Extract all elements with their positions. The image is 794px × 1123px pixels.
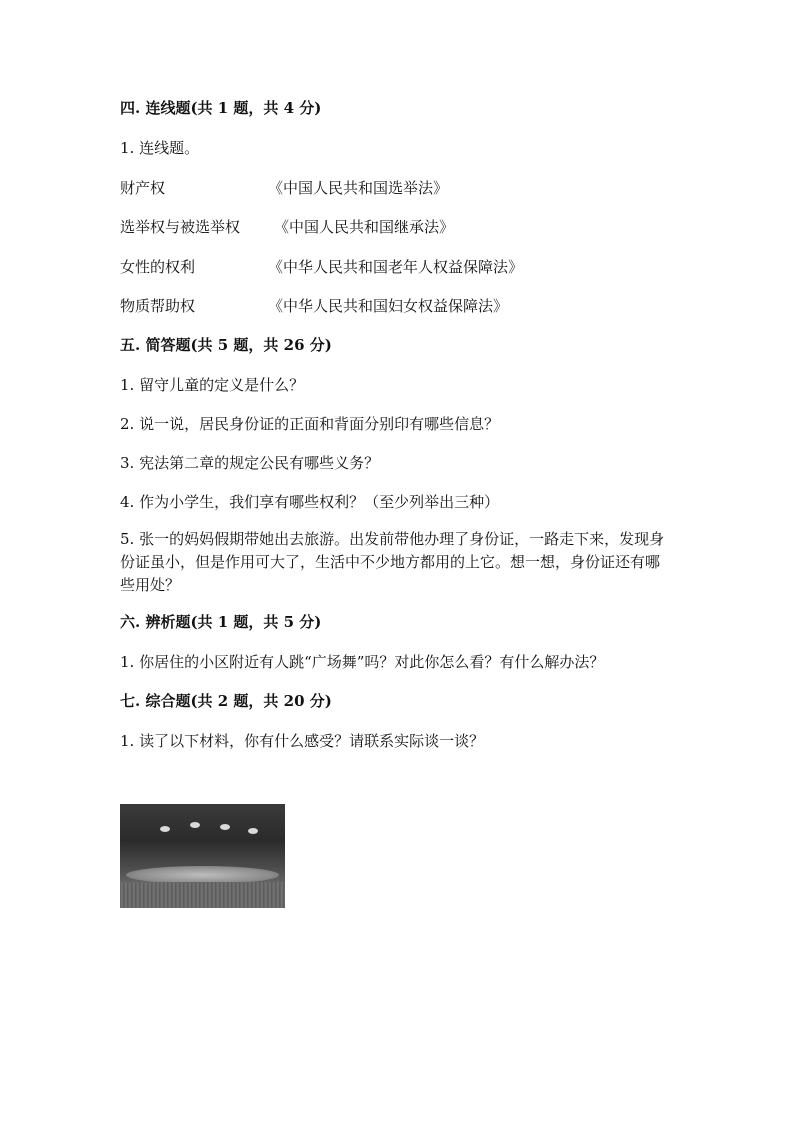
stadium-crowd — [120, 882, 285, 908]
stadium-light — [248, 828, 258, 834]
match-left-item-3: 女性的权利 — [120, 258, 196, 276]
stadium-light — [160, 826, 170, 832]
section-5-question-5: 5. 张一的妈妈假期带她出去旅游。出发前带他办理了身份证，一路走下来，发现身份证虽小，但是作用可大了，生活中不少地方都用的上它。想一想，身份证还有哪些用处？ — [120, 530, 665, 594]
section-7-question-1: 1. 读了以下材料，你有什么感受？请联系实际谈一谈？ — [120, 732, 485, 750]
match-right-item-2: 《中国人民共和国继承法》 — [274, 218, 455, 236]
section-5-question-3: 3. 宪法第二章的规定公民有哪些义务？ — [120, 454, 380, 472]
stadium-light — [190, 822, 200, 828]
section-7-title: 七. 综合题(共 2 题，共 20 分) — [120, 692, 332, 710]
section-5-question-1: 1. 留守儿童的定义是什么？ — [120, 376, 305, 394]
section-5-question-2: 2. 说一说，居民身份证的正面和背面分别印有哪些信息？ — [120, 415, 500, 433]
stadium-light — [220, 824, 230, 830]
section-5-question-4: 4. 作为小学生，我们享有哪些权利？（至少列举出三种） — [120, 493, 500, 511]
match-left-item-1: 财产权 — [120, 179, 166, 197]
section-4-question-1: 1. 连线题。 — [120, 139, 200, 157]
stadium-night-photo — [120, 804, 285, 908]
match-right-item-1: 《中国人民共和国选举法》 — [268, 179, 449, 197]
section-6-title: 六. 辨析题(共 1 题，共 5 分) — [120, 613, 322, 631]
section-5-title: 五. 简答题(共 5 题，共 26 分) — [120, 336, 332, 354]
match-right-item-4: 《中华人民共和国妇女权益保障法》 — [268, 297, 509, 315]
section-6-question-1: 1. 你居住的小区附近有人跳“广场舞”吗？对此你怎么看？有什么解办法？ — [120, 653, 605, 671]
section-4-title: 四. 连线题(共 1 题，共 4 分) — [120, 99, 322, 117]
match-left-item-2: 选举权与被选举权 — [120, 218, 241, 236]
match-left-item-4: 物质帮助权 — [120, 297, 196, 315]
match-right-item-3: 《中华人民共和国老年人权益保障法》 — [268, 258, 524, 276]
